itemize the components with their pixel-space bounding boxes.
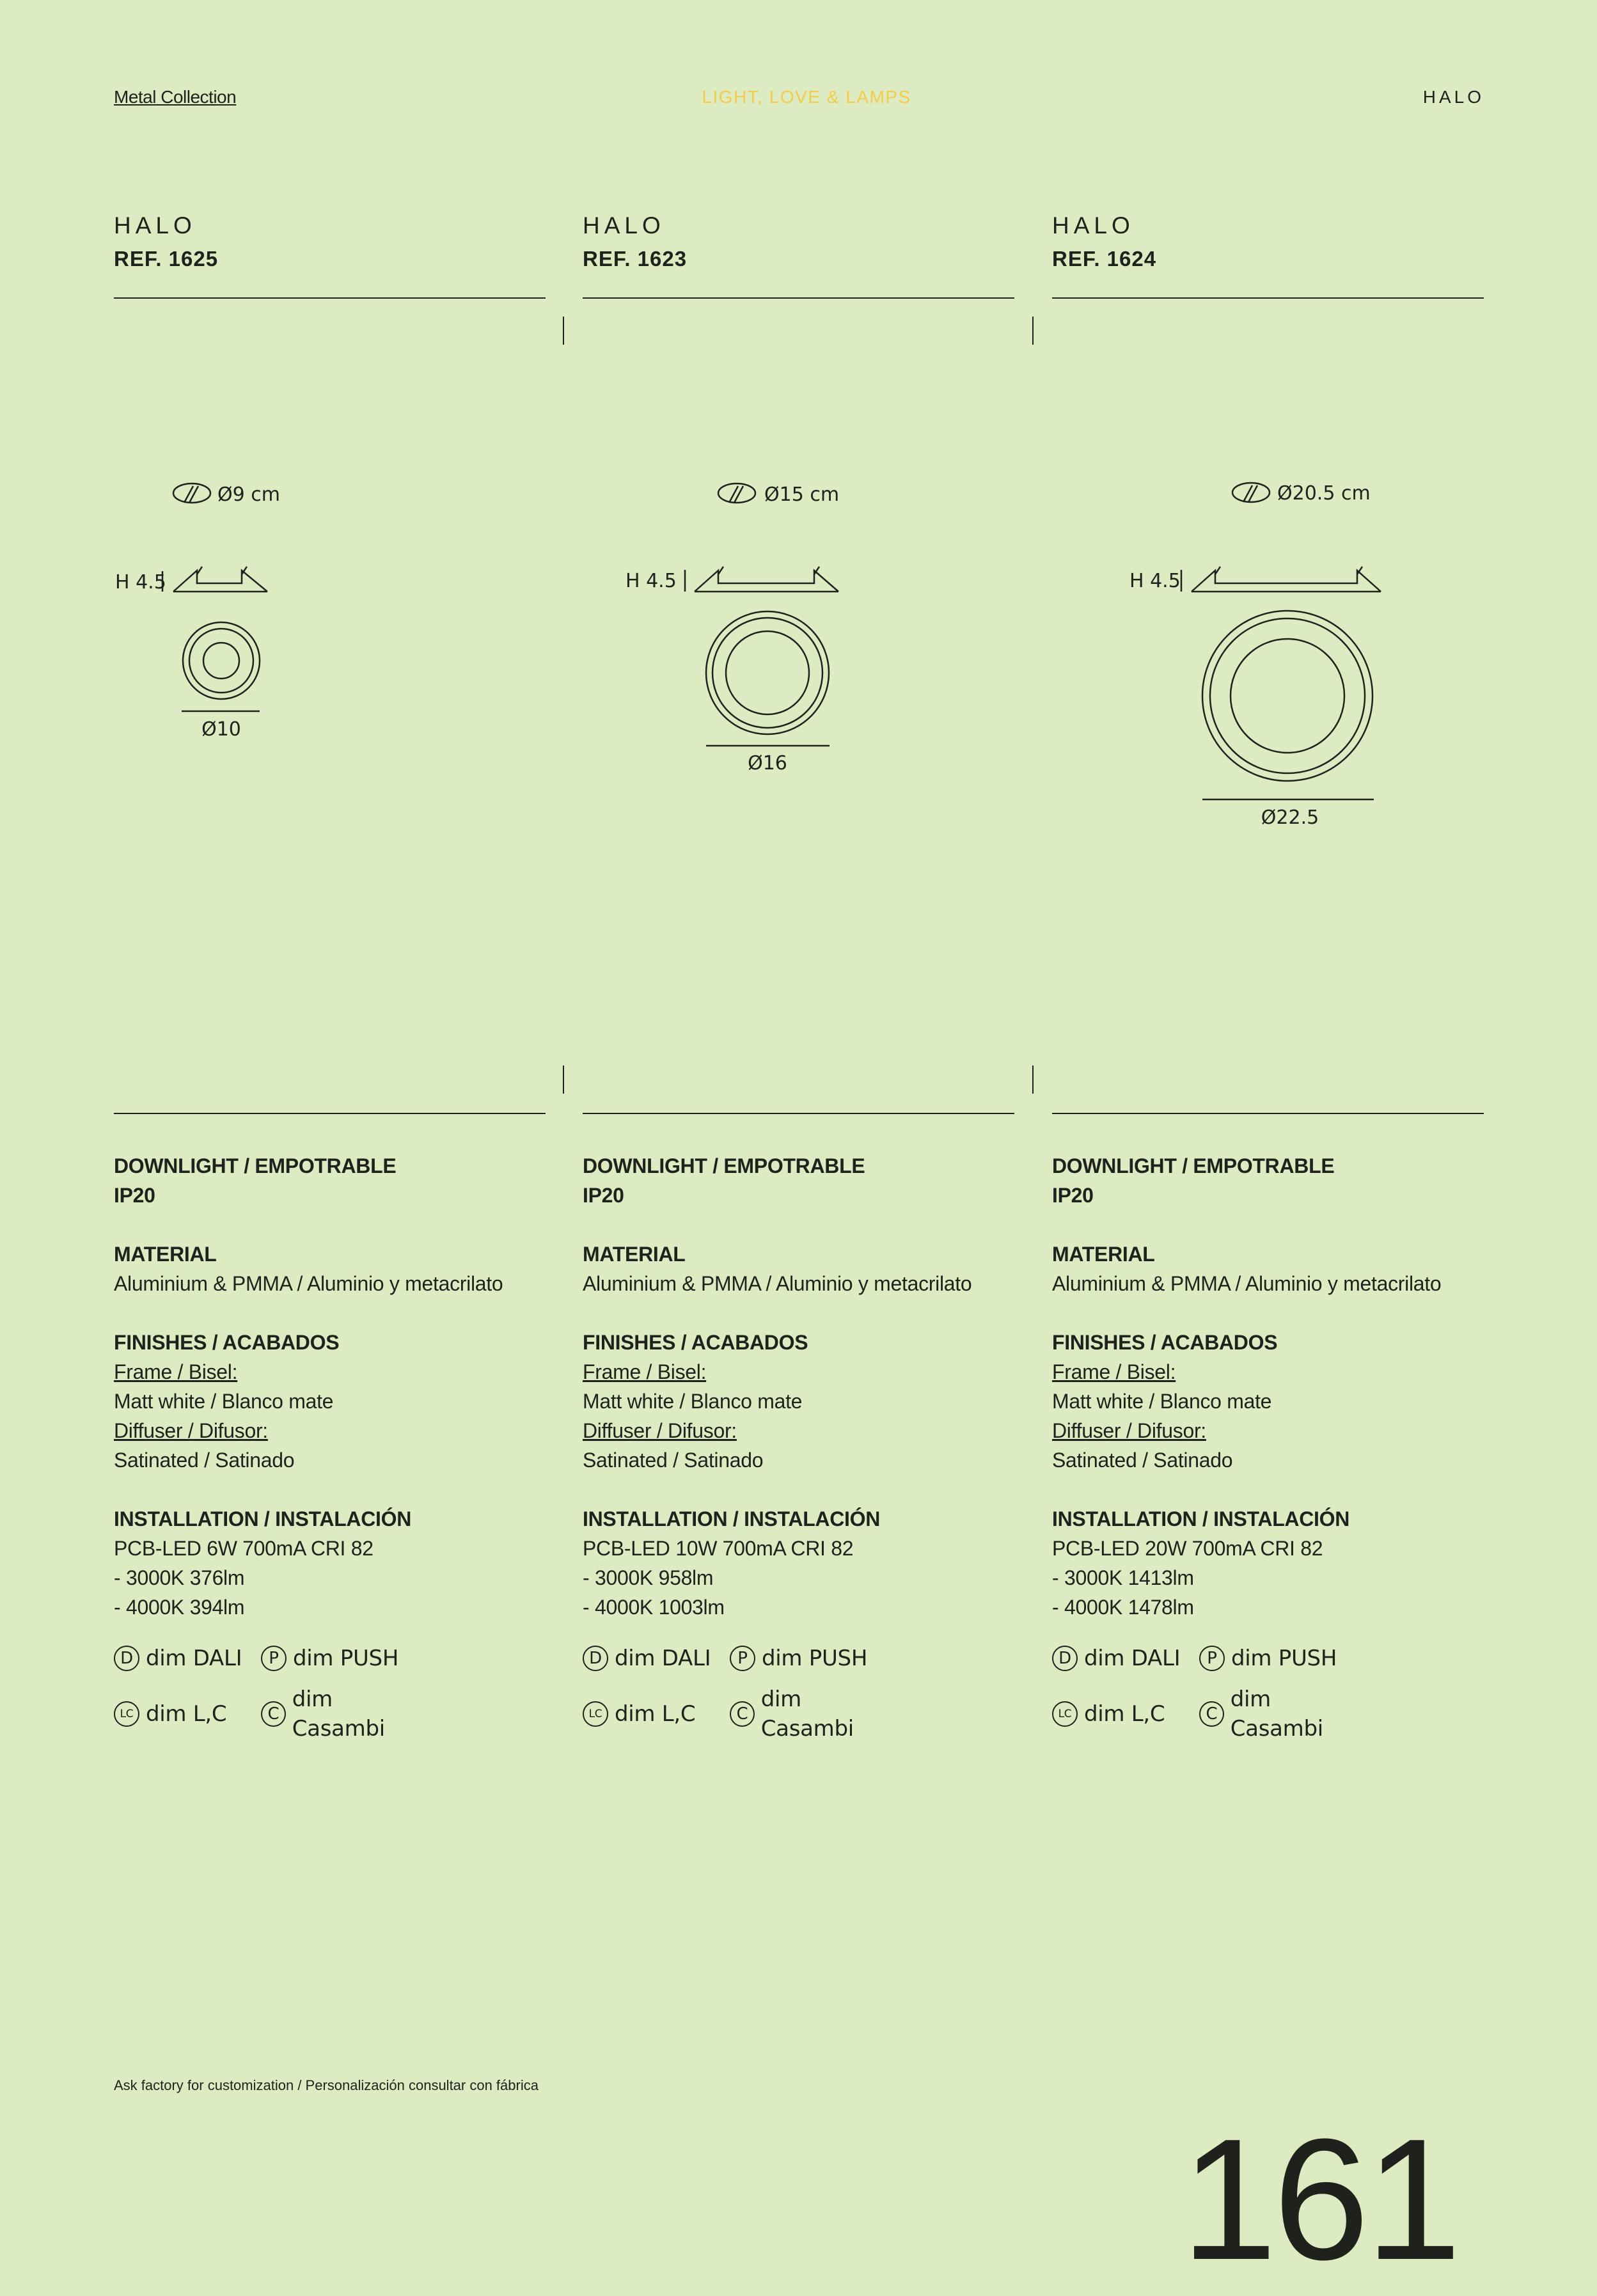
dimming-options [583, 1644, 1014, 1743]
side-profile-icon [1192, 567, 1381, 592]
product-column-1625 [114, 0, 546, 2259]
led-spec: PCB-LED 20W 700mA CRI 82 [1052, 1537, 1323, 1560]
diameter-label: Ø22.5 [1261, 806, 1319, 829]
dim-label: dim Casambi [292, 1687, 385, 1742]
dim-label: dim PUSH [293, 1646, 399, 1671]
footer-note: Ask factory for customization / Personalización consultar con fábrica [114, 2077, 539, 2093]
height-label: H 4.5 [1129, 570, 1181, 592]
front-view-icon [706, 611, 830, 746]
product-ref: REF. 1623 [583, 247, 688, 271]
dim-dali [1052, 1644, 1199, 1673]
technical-drawing [114, 0, 546, 895]
casambi-badge-icon: C [261, 1701, 286, 1727]
dimming-options [1052, 1644, 1484, 1743]
front-view-icon [1202, 611, 1374, 799]
lc-badge-icon: LC [114, 1701, 139, 1727]
cutout-label: Ø15 cm [764, 484, 840, 506]
dim-lc [583, 1685, 730, 1743]
spec-type: DOWNLIGHT / EMPOTRABLE [583, 1154, 865, 1177]
push-badge-icon: P [1199, 1646, 1225, 1671]
diffuser-value: Satinated / Satinado [114, 1449, 295, 1472]
installation-title: INSTALLATION / INSTALACIÓN [583, 1507, 881, 1530]
dim-label: dim DALI [146, 1646, 242, 1671]
dim-label: dim DALI [615, 1646, 711, 1671]
led-spec: PCB-LED 10W 700mA CRI 82 [583, 1537, 854, 1560]
divider [1052, 1113, 1484, 1114]
height-label: H 4.5 [115, 571, 166, 594]
dim-lc [114, 1685, 261, 1743]
frame-label: Frame / Bisel: [114, 1360, 238, 1383]
frame-value: Matt white / Blanco mate [114, 1390, 334, 1413]
frame-value: Matt white / Blanco mate [1052, 1390, 1272, 1413]
frame-label: Frame / Bisel: [583, 1360, 707, 1383]
side-profile-icon [695, 567, 838, 592]
dim-label: dim PUSH [1231, 1646, 1337, 1671]
cutout-label: Ø20.5 cm [1277, 482, 1371, 505]
dim-push [1199, 1644, 1365, 1673]
installation-title: INSTALLATION / INSTALACIÓN [1052, 1507, 1350, 1530]
finishes-title: FINISHES / ACABADOS [583, 1331, 808, 1354]
column-divider-tick [1032, 1065, 1034, 1094]
led-spec: PCB-LED 6W 700mA CRI 82 [114, 1537, 374, 1560]
product-ref: REF. 1625 [114, 247, 219, 271]
casambi-badge-icon: C [1199, 1701, 1224, 1727]
spec-list [583, 1151, 1014, 1743]
product-name: HALO [114, 212, 196, 239]
finishes-title: FINISHES / ACABADOS [1052, 1331, 1278, 1354]
spec-type: DOWNLIGHT / EMPOTRABLE [114, 1154, 397, 1177]
diffuser-label: Diffuser / Difusor: [1052, 1419, 1206, 1442]
page-number: 161 [1181, 2103, 1458, 2296]
divider [114, 1113, 546, 1114]
lc-badge-icon: LC [1052, 1701, 1078, 1727]
product-column-1624 [1052, 0, 1484, 2259]
lumen-4000k: - 4000K 394lm [114, 1596, 245, 1619]
dim-casambi [730, 1685, 896, 1743]
product-name: HALO [583, 212, 665, 239]
ip-rating: IP20 [114, 1184, 155, 1207]
spec-list [114, 1151, 546, 1743]
dim-label: dim L,C [615, 1701, 696, 1727]
dim-label: dim DALI [1084, 1646, 1181, 1671]
dim-label: dim PUSH [762, 1646, 868, 1671]
push-badge-icon: P [730, 1646, 755, 1671]
frame-value: Matt white / Blanco mate [583, 1390, 803, 1413]
column-divider-tick [563, 1065, 564, 1094]
ip-rating: IP20 [1052, 1184, 1094, 1207]
material-value: Aluminium & PMMA / Aluminio y metacrilato [583, 1272, 972, 1295]
divider [583, 1113, 1014, 1114]
diameter-label: Ø16 [748, 752, 787, 775]
material-value: Aluminium & PMMA / Aluminio y metacrilato [114, 1272, 503, 1295]
tagline: LIGHT, LOVE & LAMPS [702, 87, 911, 107]
lumen-3000k: - 3000K 958lm [583, 1566, 714, 1589]
front-view-icon [182, 622, 260, 711]
dim-label: dim L,C [146, 1701, 227, 1727]
dim-label: dim L,C [1084, 1701, 1165, 1727]
product-title: HALO [1422, 87, 1484, 107]
product-name: HALO [1052, 212, 1135, 239]
cutout-icon [718, 484, 755, 503]
installation-title: INSTALLATION / INSTALACIÓN [114, 1507, 412, 1530]
height-label: H 4.5 [625, 570, 677, 592]
dali-badge-icon: D [114, 1646, 139, 1671]
dim-label: dim Casambi [1230, 1687, 1323, 1742]
collection-link[interactable]: Metal Collection [114, 87, 237, 107]
cutout-label: Ø9 cm [217, 484, 280, 506]
spec-type: DOWNLIGHT / EMPOTRABLE [1052, 1154, 1335, 1177]
material-value: Aluminium & PMMA / Aluminio y metacrilato [1052, 1272, 1442, 1295]
material-title: MATERIAL [1052, 1243, 1155, 1266]
dim-dali [114, 1644, 261, 1673]
finishes-title: FINISHES / ACABADOS [114, 1331, 340, 1354]
dim-lc [1052, 1685, 1199, 1743]
lumen-4000k: - 4000K 1003lm [583, 1596, 725, 1619]
dali-badge-icon: D [1052, 1646, 1078, 1671]
cutout-icon [173, 484, 210, 503]
frame-label: Frame / Bisel: [1052, 1360, 1176, 1383]
casambi-badge-icon: C [730, 1701, 755, 1727]
product-column-1623 [583, 0, 1014, 2259]
dali-badge-icon: D [583, 1646, 608, 1671]
dim-casambi [261, 1685, 427, 1743]
side-profile-icon [173, 567, 267, 592]
lumen-3000k: - 3000K 1413lm [1052, 1566, 1194, 1589]
material-title: MATERIAL [114, 1243, 217, 1266]
diffuser-label: Diffuser / Difusor: [114, 1419, 268, 1442]
dim-push [261, 1644, 427, 1673]
lumen-3000k: - 3000K 376lm [114, 1566, 245, 1589]
ip-rating: IP20 [583, 1184, 624, 1207]
diffuser-label: Diffuser / Difusor: [583, 1419, 737, 1442]
lumen-4000k: - 4000K 1478lm [1052, 1596, 1194, 1619]
technical-drawing [583, 0, 1014, 895]
cutout-icon [1232, 483, 1270, 502]
material-title: MATERIAL [583, 1243, 686, 1266]
diffuser-value: Satinated / Satinado [1052, 1449, 1233, 1472]
product-ref: REF. 1624 [1052, 247, 1157, 271]
dimming-options [114, 1644, 546, 1743]
technical-drawing [1052, 0, 1484, 895]
spec-list [1052, 1151, 1484, 1743]
push-badge-icon: P [261, 1646, 287, 1671]
dim-dali [583, 1644, 730, 1673]
dim-casambi [1199, 1685, 1365, 1743]
dim-push [730, 1644, 896, 1673]
column-divider-tick [563, 317, 564, 345]
diameter-label: Ø10 [201, 718, 241, 741]
lc-badge-icon: LC [583, 1701, 608, 1727]
column-divider-tick [1032, 317, 1034, 345]
dim-label: dim Casambi [760, 1687, 854, 1742]
diffuser-value: Satinated / Satinado [583, 1449, 764, 1472]
